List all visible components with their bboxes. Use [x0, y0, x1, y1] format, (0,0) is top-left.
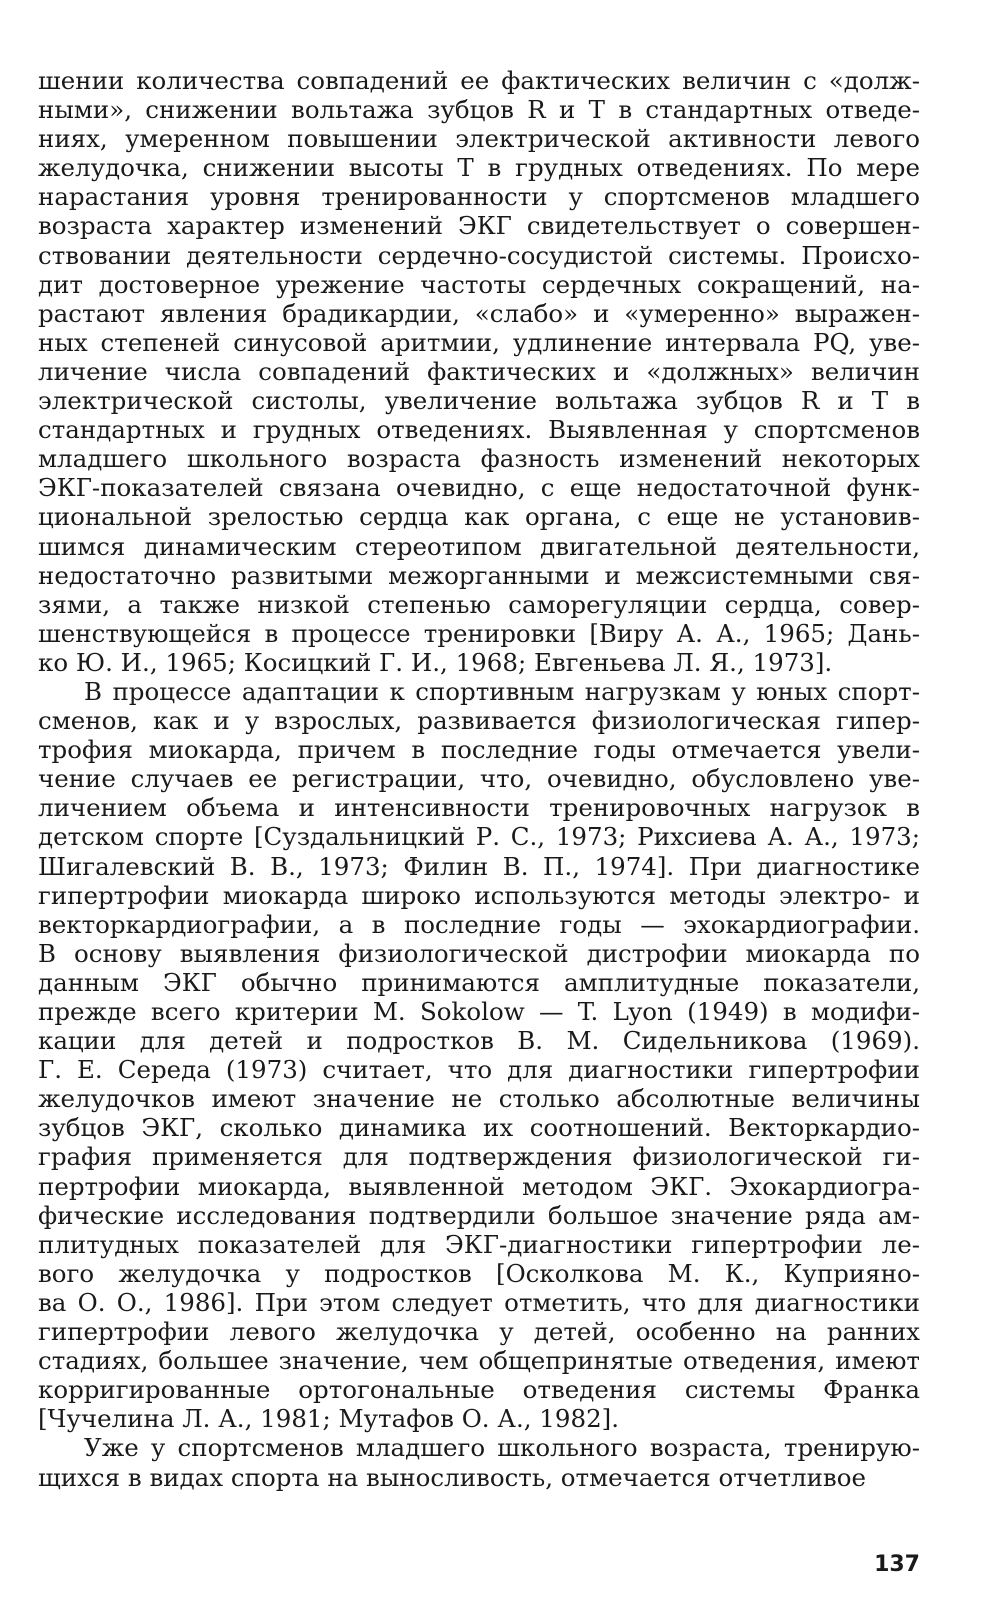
- text-line: корригированные ортогональные отведения системы Франка: [38, 1375, 920, 1405]
- text-line: циональной зрелостью сердца как органа, с еще не установив-: [38, 502, 920, 532]
- text-line: прежде всего критерии M. Sokolow — T. Lyon (1949) в модифи-: [38, 997, 920, 1026]
- text-line: зями, а также низкой степенью саморегуляции сердца, совер-: [38, 589, 920, 619]
- text-line: фические исследования подтвердили большое значение ряда ам-: [38, 1200, 920, 1230]
- text-line: ниях, умеренном повышении электрической активности левого: [38, 124, 920, 154]
- text-line: недостаточно развитыми межорганными и межсистемными свя-: [38, 560, 920, 590]
- text-line: плитудных показателей для ЭКГ-диагностики гипертрофии ле-: [38, 1229, 920, 1259]
- text-line: желудочка, снижении высоты T в грудных отведениях. По мере: [38, 153, 920, 183]
- text-line: данным ЭКГ обычно принимаются амплитудные показатели,: [38, 967, 920, 997]
- text-line: младшего школьного возраста фазность изменений некоторых: [38, 444, 920, 474]
- text-line: шенствующейся в процессе тренировки [Виру А. А., 1965; Дань-: [38, 618, 920, 648]
- text-line: векторкардиографии, а в последние годы — эхокардиографии.: [38, 909, 920, 939]
- text-line: ными», снижении вольтажа зубцов R и T в стандартных отведе-: [38, 95, 920, 125]
- text-line: ЭКГ-показателей связана очевидно, с еще недостаточной функ-: [38, 473, 920, 503]
- page-number: 137: [874, 1552, 920, 1577]
- text-line: Г. Е. Середа (1973) считает, что для диагностики гипертрофии: [38, 1055, 920, 1085]
- text-line: вого желудочка у подростков [Осколкова М. К., Куприяно-: [38, 1258, 920, 1288]
- text-line: Уже у спортсменов младшего школьного возраста, тренирую-: [84, 1433, 920, 1463]
- text-line: личением объема и интенсивности тренировочных нагрузок в: [38, 793, 920, 823]
- text-line: Шигалевский В. В., 1973; Филин В. П., 1974]. При диагностике: [38, 851, 920, 881]
- text-line: гипертрофии миокарда широко используются методы электро- и: [38, 880, 920, 910]
- page-body: [38, 66, 920, 1492]
- paragraph: [38, 1433, 920, 1491]
- text-line: шении количества совпадений ее фактических величин с «долж-: [38, 66, 920, 95]
- text-line: нарастания уровня тренированности у спортсменов младшего: [38, 182, 920, 212]
- text-line: электрической систолы, увеличение вольтажа зубцов R и T в: [38, 386, 920, 416]
- text-line: дит достоверное урежение частоты сердечных сокращений, на-: [38, 269, 920, 299]
- text-line: кации для детей и подростков В. М. Сидельникова (1969).: [38, 1026, 920, 1056]
- text-line: В процессе адаптации к спортивным нагрузкам у юных спорт-: [84, 676, 920, 706]
- text-line: [Чучелина Л. А., 1981; Мутафов О. А., 1982].: [38, 1404, 620, 1434]
- text-line: желудочков имеют значение не столько абсолютные величины: [38, 1084, 920, 1114]
- text-line: трофия миокарда, причем в последние годы отмечается увели-: [38, 735, 920, 765]
- text-line: пертрофии миокарда, выявленной методом ЭКГ. Эхокардиогра-: [38, 1171, 920, 1201]
- text-line: гипертрофии левого желудочка у детей, особенно на ранних: [38, 1317, 920, 1347]
- text-line: стандартных и грудных отведениях. Выявленная у спортсменов: [38, 415, 920, 445]
- text-line: стадиях, большее значение, чем общепринятые отведения, имеют: [38, 1346, 920, 1376]
- text-line: ва О. О., 1986]. При этом следует отметить, что для диагностики: [38, 1287, 920, 1317]
- text-line: В основу выявления физиологической дистрофии миокарда по: [38, 938, 920, 968]
- text-line: ных степеней синусовой аритмии, удлинение интервала PQ, уве-: [38, 327, 920, 357]
- text-line: зубцов ЭКГ, сколько динамика их соотношений. Векторкардио-: [38, 1113, 920, 1143]
- text-line: возраста характер изменений ЭКГ свидетельствует о совершен-: [38, 211, 920, 241]
- text-line: личение числа совпадений фактических и «должных» величин: [38, 356, 920, 386]
- text-line: растают явления брадикардии, «слабо» и «умеренно» выражен-: [38, 298, 920, 328]
- text-line: ко Ю. И., 1965; Косицкий Г. И., 1968; Евгеньева Л. Я., 1973].: [38, 647, 833, 677]
- paragraph: [38, 66, 920, 677]
- text-line: шимся динамическим стереотипом двигательной деятельности,: [38, 531, 920, 561]
- paragraph: [38, 677, 920, 1433]
- text-line: щихся в видах спорта на выносливость, отмечается отчетливое: [38, 1462, 866, 1492]
- text-line: сменов, как и у взрослых, развивается физиологическая гипер-: [38, 706, 920, 736]
- text-line: детском спорте [Суздальницкий Р. С., 1973; Рихсиева А. А., 1973;: [38, 822, 920, 852]
- text-line: ствовании деятельности сердечно-сосудистой системы. Происхо-: [38, 240, 920, 270]
- text-line: чение случаев ее регистрации, что, очевидно, обусловлено уве-: [38, 764, 920, 794]
- text-line: графия применяется для подтверждения физиологической ги-: [38, 1142, 920, 1172]
